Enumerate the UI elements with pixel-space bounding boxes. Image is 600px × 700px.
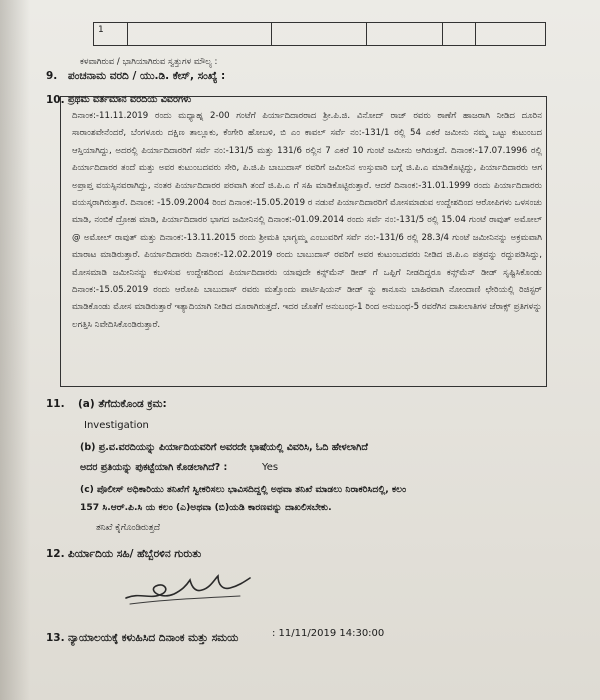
item9-number: 9. bbox=[46, 70, 58, 82]
item11-number: 11. bbox=[46, 398, 65, 410]
item10-label: ಪ್ರಥಮ ವರ್ತಮಾನ ವರದಿಯ ವಿವರಗಳು bbox=[68, 94, 192, 105]
copy-given-label: ಅದರ ಪ್ರತಿಯನ್ನು ಪುಕಟ್ಟೆಯಾಗಿ ಕೊಡಲಾಗಿದೆ? : bbox=[80, 462, 228, 473]
signature-label: ಪಿರ್ಯಾದಿಯ ಸಹಿ/ ಹೆಬ್ಬೆರಳಿನ ಗುರುತು bbox=[68, 548, 202, 560]
table-cell-serial: 1 bbox=[94, 23, 128, 45]
fir-details-text: ದಿನಾಂಕ:-11.11.2019 ರಂದು ಮಧ್ಯಾಹ್ನ 2-00 ಗಂಟೆಗೆ ಪಿರ್ಯಾದಿದಾರರಾದ ಶ್ರೀ.ಪಿ.ಜಿ. ವಿನೋದ್ ರಾಜ್ ರವರು ಠಾಣೆಗೆ ಹಾಜರಾಗಿ ನೀಡಿದ ದೂರಿನ ಸಾರಾಂಶವೇನೆಂದರೆ, ಬೆಂಗಳೂರು ದಕ್ಷಿಣ ತಾಲ್ಲೂಕು, ಕೆಂಗೇರಿ ಹೋಬಳಿ, ಬಿ ಎಂ ಕಾವಲ್ ಸರ್ವೆ ನಂ:-131/1 ರಲ್ಲಿ 54 ಎಕರೆ ಜಮೀನು ನಮ್ಮ ಒಟ್ಟು ಕುಟುಂಬದ ಆಸ್ತಿಯಾಗಿದ್ದು, ಅದರಲ್ಲಿ ಪಿರ್ಯಾದಿದಾರರಿಗೆ ಸರ್ವೆ ನಂ:-131/5 ಮತ್ತು 131/6 ರಲ್ಲಿನ 7 ಎಕರೆ 10 ಗುಂಟೆ ಜಮೀನು ಆಗಿರುತ್ತದೆ. ದಿನಾಂಕ:-17.07.1996 ರಲ್ಲಿ ಪಿರ್ಯಾದಿದಾರರ ತಂದೆ ಮತ್ತು ಅವರ ಕುಟುಂಬದವರು ಸೇರಿ, ಪಿ.ಜಿ.ಪಿ ಬಾಬುದಾಸ್ ರವರಿಗೆ ಜಮೀನಿನ ಉಸ್ತುವಾರಿ ಬಗ್ಗೆ ಜಿ.ಪಿ.ಎ ಮಾಡಿಕೊಟ್ಟಿದ್ದು, ಪಿರ್ಯಾದಿದಾರರು ಆಗ ಅಪ್ರಾಪ್ತ ವಯಸ್ಸಿನವರಾಗಿದ್ದು, ನಂತರ ಪಿರ್ಯಾದಿದಾರರ ಪರವಾಗಿ ತಂದೆ ಜಿ.ಪಿ.ಎ ಗೆ ಸಹಿ ಮಾಡಿಕೊಟ್ಟಿರುತ್ತಾರೆ. ಆದರೆ ದಿನಾಂಕ:-31.01.1999 ರಂದು ಪಿರ್ಯಾದಿದಾರರು ವಯಸ್ಕರಾಗಿರುತ್ತಾರೆ. ದಿನಾಂಕ: -15.09.2004 ರಿಂದ ದಿನಾಂಕ:-15.05.2019 ರ ನಡುವೆ ಪಿರ್ಯಾದಿದಾರರಿಗೆ ಮೋಸಮಾಡುವ ಉದ್ದೇಶದಿಂದ ಆರೋಪಿಗಳು ಒಳಸಂಚು ಮಾಡಿ, ನಂಬಿಕೆ ದ್ರೋಹ ಮಾಡಿ, ಪಿರ್ಯಾದಿದಾರರ ಭಾಗದ ಜಮೀನಿನಲ್ಲಿ ದಿನಾಂಕ:-01.09.2014 ರಂದು ಸರ್ವೆ ನಂ:-131/5 ರಲ್ಲಿ 15.04 ಗುಂಟೆ ರಾವುತ್ ಅಮೋಲ್ @ ಅಮೋಲ್ ರಾವುತ್ ಮತ್ತು ದಿನಾಂಕ:-13.11.2015 ರಂದು ಶ್ರೀಮತಿ ಭಾಗ್ಯಮ್ಮ ಎಂಬುವರಿಗೆ ಸರ್ವೆ ನಂ:-131/6 ರಲ್ಲಿ 28.3/4 ಗುಂಟೆ ಜಮೀನಿನನ್ನು ಅಕ್ರಮವಾಗಿ ಮಾರಾಟ ಮಾಡಿರುತ್ತಾರೆ. ಪಿರ್ಯಾದಿದಾರರು ದಿನಾಂಕ:-12.02.2019 ರಂದು ಬಾಬುದಾಸ್ ರವರಿಗೆ ಅವರ ಕುಟುಂಬದವರು ನೀಡಿದ ಜಿ.ಪಿ.ಎ ಪತ್ರವನ್ನು ರದ್ದುಪಡಿಸಿದ್ದು, ಮೋಸಮಾಡಿ ಜಮೀನಿನನ್ನು ಕಬಳಿಸುವ ಉದ್ದೇಶದಿಂದ ಪಿರ್ಯಾದಿದಾರರು ಯಾವುದೇ ಕನ್ಸ್‌ಮೆನ್ ಡೀಡ್ ಗೆ ಒಪ್ಪಿಗೆ ನೀಡದಿದ್ದರೂ ಕನ್ಸ್‌ಮೆನ್ ಡೀಡ್ ಸೃಷ್ಟಿಸಿಕೊಂಡು ದಿನಾಂಕ:-15.05.2019 ರಂದು ಆರೋಪಿ ಬಾಬುದಾಸ್ ರವರು ಮತ್ತೊಂದು ಪಾರ್ಟಿಷಿಯನ್ ಡೀಡ್ ನ್ನು ಕಾನೂನು ಬಾಹಿರವಾಗಿ ನೋಂದಾಣಿ ಛೇರಿಯಲ್ಲಿ ರಿಜಿಸ್ಟರ್ ಮಾಡಿಕೊಂಡು ಮೋಸ ಮಾಡಿರುತ್ತಾರೆ ಇತ್ಯಾದಿಯಾಗಿ ನೀಡಿದ ದೂರಾಗಿರುತ್ತದೆ. ಇದರ ಜೊತೆಗೆ ಅನುಬಂಧ-1 ರಿಂದ ಅನುಬಂಧ-5 ರವರೆಗಿನ ದಾಖಲಾತಿಗಳ ಜೆರಾಕ್ಸ್ ಪ್ರತಿಗಳನ್ನು ಲಗತ್ತಿಸಿ ನಿವೇದಿಸಿಕೊಂಡಿರುತ್ತಾರೆ. bbox=[72, 111, 542, 330]
item10-number: 10. bbox=[46, 94, 65, 106]
item12-number: 12. bbox=[46, 548, 65, 560]
copy-given-value: Yes bbox=[262, 462, 279, 473]
table-cell bbox=[367, 23, 443, 45]
table-cell bbox=[443, 23, 476, 45]
investigation-note: ತನಿಖೆ ಕೈಗೊಂಡಿರುತ್ತದೆ bbox=[96, 523, 160, 533]
court-date-label: ನ್ಯಾಯಾಲಯಕ್ಕೆ ಕಳುಹಿಸಿದ ದಿನಾಂಕ ಮತ್ತು ಸಮಯ bbox=[68, 632, 239, 644]
complainant-signature bbox=[120, 560, 260, 610]
action-taken-value: Investigation bbox=[84, 420, 149, 431]
table-cell bbox=[128, 23, 272, 45]
court-date-value: : 11/11/2019 14:30:00 bbox=[272, 628, 385, 639]
action-taken-label: (a) ತೆಗೆದುಕೊಂಡ ಕ್ರಮ: bbox=[78, 398, 167, 410]
item9-label: ಪಂಚನಾಮ ವರದಿ / ಯು.ಡಿ. ಕೇಸ್, ಸಂಖ್ಯೆ : bbox=[68, 70, 226, 82]
property-table-row bbox=[93, 22, 546, 46]
table-cell bbox=[272, 23, 367, 45]
property-value-note: ಕಳವಾಗಿರುವ / ಭಾಗಿಯಾಗಿರುವ ಸ್ವತ್ತುಗಳ ಮೌಲ್ಯ : bbox=[80, 57, 218, 67]
item13-number: 13. bbox=[46, 632, 65, 644]
explained-line: (b) ಪ್ರ.ವ.ವರದಿಯನ್ನು ಪಿರ್ಯಾದಿಯವರಿಗೆ ಅವರದೇ ಭಾಷೆಯಲ್ಲಿ ವಿವರಿಸಿ, ಓದಿ ಹೇಳಲಾಗಿದೆ bbox=[80, 442, 368, 453]
refusal-line-2: 157 ಸಿ.ಆರ್.ಪಿ.ಸಿ ಯ ಕಲಂ (ಎ)ಅಥವಾ (ಬಿ)ಯಡಿ ಕಾರಣವನ್ನು ದಾಖಲಿಸಬೇಕು. bbox=[80, 502, 332, 513]
refusal-line-1: (c) ಪೊಲೀಸ್ ಅಧಿಕಾರಿಯು ತನಿಖೆಗೆ ಸ್ವೀಕರಿಸಲು ಭಾವಿಸದಿದ್ದಲ್ಲಿ ಅಥವಾ ತನಿಖೆ ಮಾಡಲು ನಿರಾಕರಿಸಿದಲ್ಲಿ, ಕಲಂ bbox=[80, 484, 407, 495]
page-shadow bbox=[0, 0, 30, 700]
table-cell bbox=[476, 23, 545, 45]
